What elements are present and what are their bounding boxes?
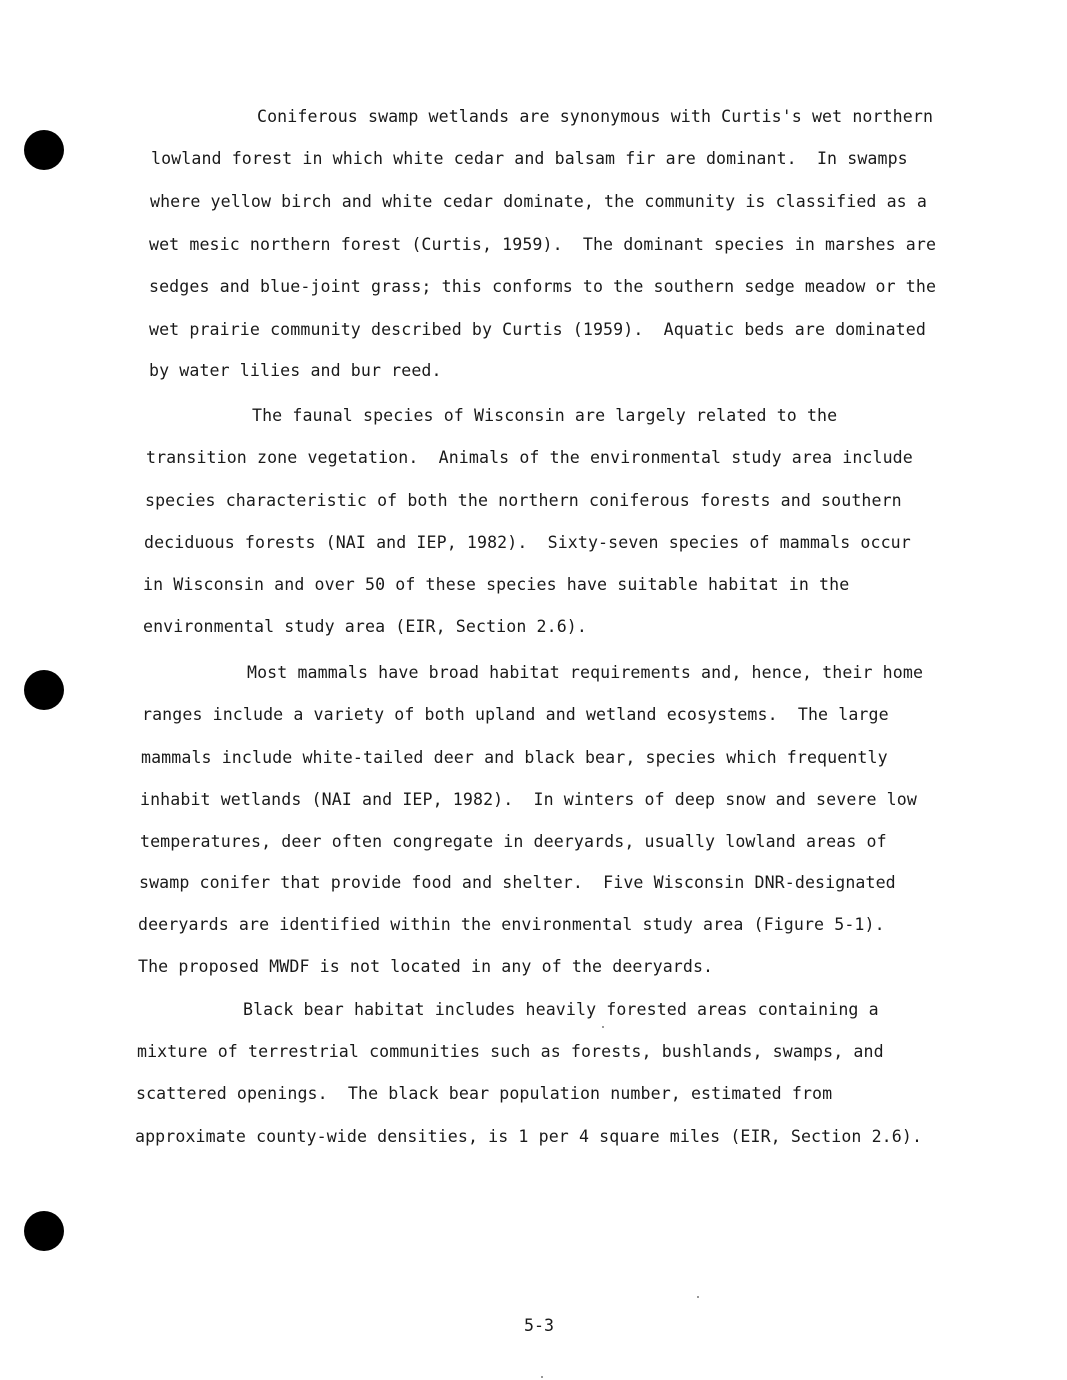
punch-hole-bottom — [24, 1211, 64, 1251]
scan-speck — [697, 1296, 699, 1298]
text-line: deciduous forests (NAI and IEP, 1982). Sixty-seven species of mammals occur — [144, 533, 911, 552]
text-line: scattered openings. The black bear population number, estimated from — [136, 1084, 833, 1103]
text-line: species characteristic of both the northern coniferous forests and southern — [145, 491, 902, 510]
text-line: Coniferous swamp wetlands are synonymous with Curtis's wet northern — [257, 107, 934, 126]
text-line: ranges include a variety of both upland and wetland ecosystems. The large — [142, 705, 889, 724]
text-line: The proposed MWDF is not located in any of the deeryards. — [138, 957, 714, 976]
text-line: environmental study area (EIR, Section 2.6). — [143, 617, 587, 636]
text-line: sedges and blue-joint grass; this conforms to the southern sedge meadow or the — [149, 277, 937, 296]
text-line: where yellow birch and white cedar dominate, the community is classified as a — [150, 192, 927, 211]
text-line: mixture of terrestrial communities such as forests, bushlands, swamps, and — [137, 1042, 884, 1061]
text-line: Black bear habitat includes heavily forested areas containing a — [243, 1000, 879, 1019]
text-line: in Wisconsin and over 50 of these species have suitable habitat in the — [143, 575, 850, 594]
text-line: inhabit wetlands (NAI and IEP, 1982). In winters of deep snow and severe low — [140, 790, 917, 809]
punch-hole-top — [24, 130, 64, 170]
text-line: Most mammals have broad habitat requirements and, hence, their home — [247, 663, 924, 682]
text-line: wet prairie community described by Curtis (1959). Aquatic beds are dominated — [149, 320, 926, 339]
text-line: deeryards are identified within the environmental study area (Figure 5-1). — [138, 915, 885, 934]
text-line: swamp conifer that provide food and shelter. Five Wisconsin DNR-designated — [139, 873, 896, 892]
scan-speck — [541, 1376, 543, 1378]
page-number: 5-3 — [524, 1316, 554, 1335]
punch-hole-middle — [24, 670, 64, 710]
text-line: by water lilies and bur reed. — [149, 361, 442, 380]
text-line: The faunal species of Wisconsin are largely related to the — [252, 406, 838, 425]
text-line: temperatures, deer often congregate in deeryards, usually lowland areas of — [140, 832, 887, 851]
text-line: mammals include white-tailed deer and black bear, species which frequently — [141, 748, 888, 767]
text-line: approximate county-wide densities, is 1 per 4 square miles (EIR, Section 2.6). — [135, 1127, 923, 1146]
scan-speck — [602, 1026, 604, 1028]
text-line: wet mesic northern forest (Curtis, 1959). The dominant species in marshes are — [149, 235, 937, 254]
text-line: lowland forest in which white cedar and balsam fir are dominant. In swamps — [151, 149, 908, 168]
text-line: transition zone vegetation. Animals of the environmental study area include — [146, 448, 913, 467]
